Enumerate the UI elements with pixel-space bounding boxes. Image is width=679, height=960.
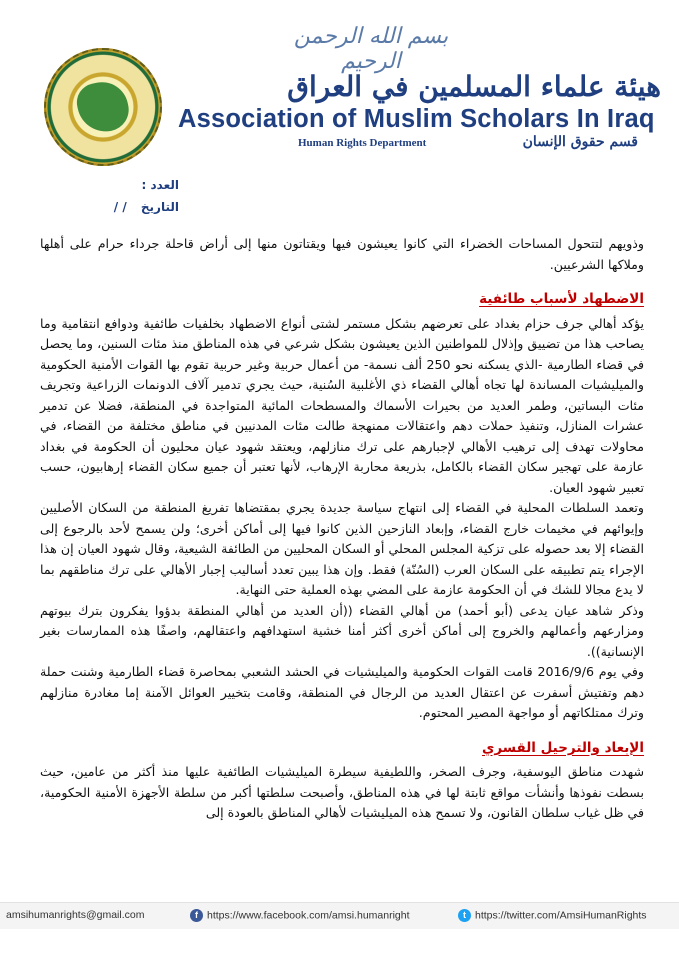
date-row (79, 200, 179, 222)
date-label: التاريخ (140, 200, 179, 214)
date-value: / / (113, 200, 127, 214)
basmala-calligraphy: بسم الله الرحمن الرحيم (293, 24, 449, 74)
paragraph-local-authorities: وتعمد السلطات المحلية في القضاء إلى انتهاج سياسة جديدة يجري بمقتضاها تفريغ المنطقة من السكان الأصليين وإيوائهم في مخيمات خارج القضاء، وإبعاد النازحين الذين كانوا فيها إلى أماكن أخرى؛ ولن يسمح لأحد بالرجوع إلى القضاء إلا بعد حصوله على تزكية المجلس المحلي أو السكان المحليين من الطائفة الشيعية، وقال شهود العيان إن هذا الإجراء يتم تطبيقه على السكان العرب (السُنّة) فقط. وإن هذا يبين تعدد أساليب إجبار الأهالي على ترك مناطقهم بما لا يدع مجالا للشك في أن الحكومة عازمة على المضي بهذه العملية حتى النهاية. (40, 500, 644, 597)
association-seal-logo (44, 48, 162, 166)
heading-forced-displacement: الإبعاد والترحيل القسري (482, 739, 644, 756)
number-label: العدد : (141, 178, 179, 192)
paragraph-persecution: يؤكد أهالي جرف حزام بغداد على تعرضهم بشكل مستمر لشتى أنواع الاضطهاد بخلفيات طائفية ودوافع انتقامية وما يصاحب هذا من تضييق وإذلال للمواطنين الذين يعيشون بشكل شرعي في هذه المناطق منذ مئات السنين، وما يحصل في قضاء الطارمية -الذي يسكنه نحو 250 ألف نسمة- من أعمال حربية وغير حربية تقوم بها القوات الأمنية الحكومية والميليشيات المساندة لها تجاه أهالي القضاء ذي الأغلبية السُنية، حيث يجري تدمير آلاف الدونمات الزراعية وتجريف مئات البساتين، وطمر العديد من بحيرات الأسماك والمسطحات المائية المتواجدة في المنطقة، فضلا عن تدمير عشرات المنازل، وتنفيذ حملات دهم واعتقالات ممنهجة طالت مئات المدنيين في مناطق مختلفة من القضاء، في محاولات تهدف إلى ترهيب الأهالي لإجبارهم على ترك منازلهم، ويعتقد شهود عيان محليون أن الحكومة في بغداد عازمة على تهجير سكان القضاء بالكامل، بذريعة محاربة الإرهاب، لأنها تعتبر أن جميع سكان القضاء إرهابيون، حسب تعبير شهود العيان. (40, 315, 644, 495)
department-line (298, 134, 638, 154)
report-body (40, 234, 644, 824)
paragraph-intro: وذويهم لتتحول المساحات الخضراء التي كانوا يعيشون فيها ويقتاتون منها إلى أراض قاحلة جرداء حرام على أهلها وملاكها الشرعيين. (40, 236, 644, 272)
footer-facebook-link[interactable] (190, 909, 410, 922)
number-row (79, 178, 179, 200)
department-arabic: قسم حقوق الإنسان (522, 134, 638, 150)
footer-twitter-link[interactable] (458, 909, 647, 922)
letterhead (0, 0, 679, 178)
footer-email[interactable] (6, 909, 144, 921)
department-english: Human Rights Department (298, 137, 427, 149)
paragraph-witness: وذكر شاهد عيان يدعى (أبو أحمد) من أهالي القضاء ((أن العديد من أهالي المنطقة بدؤوا يفكرون بترك بيوتهم ومزارعهم وأعمالهم والخروج إلى أماكن أخرى أكثر أمنا خشية استهدافهم واعتقالهم، واصفًا هذه الممارسات بغير الإنسانية)). (40, 602, 644, 659)
footer (0, 902, 679, 960)
twitter-url: https://twitter.com/AmsiHumanRights (475, 909, 647, 922)
title-arabic: هيئة علماء المسلمين في العراق (287, 70, 661, 103)
letter-meta (79, 178, 179, 222)
title-english: Association of Muslim Scholars In Iraq (178, 105, 655, 133)
facebook-icon: f (190, 909, 203, 922)
paragraph-displacement: شهدت مناطق اليوسفية، وجرف الصخر، واللطيفية سيطرة الميليشيات الطائفية عليها منذ أكثر من عامين، حيث بسطت نفوذها وأنشأت مواقع ثابتة لها في هذه المناطق، وأصبحت سلطتها أكبر من سلطة الأجهزة الأمنية الحكومية، في ظل غياب سلطان القانون، ولا تسمح هذه الميليشيات لأهالي المناطق بالعودة إلى (40, 764, 644, 820)
footer-bar (0, 902, 679, 929)
paragraph-siege-date: وفي يوم 2016/9/6 قامت القوات الحكومية والميليشيات في الحشد الشعبي بمحاصرة قضاء الطارمية وشنت حملة دهم وتفتيش أسفرت عن اعتقال العديد من الرجال في المنطقة، وقامت بتخيير العوائل الآمنة إما مغادرة منازلهم وترك ممتلكاتهم أو مواجهة المصير المحتوم. (40, 664, 644, 720)
facebook-url: https://www.facebook.com/amsi.humanright (207, 909, 410, 922)
email-text: amsihumanrights@gmail.com (6, 909, 145, 921)
twitter-icon: t (458, 909, 471, 922)
heading-sectarian-persecution: الاضطهاد لأسباب طائفية (479, 291, 644, 307)
